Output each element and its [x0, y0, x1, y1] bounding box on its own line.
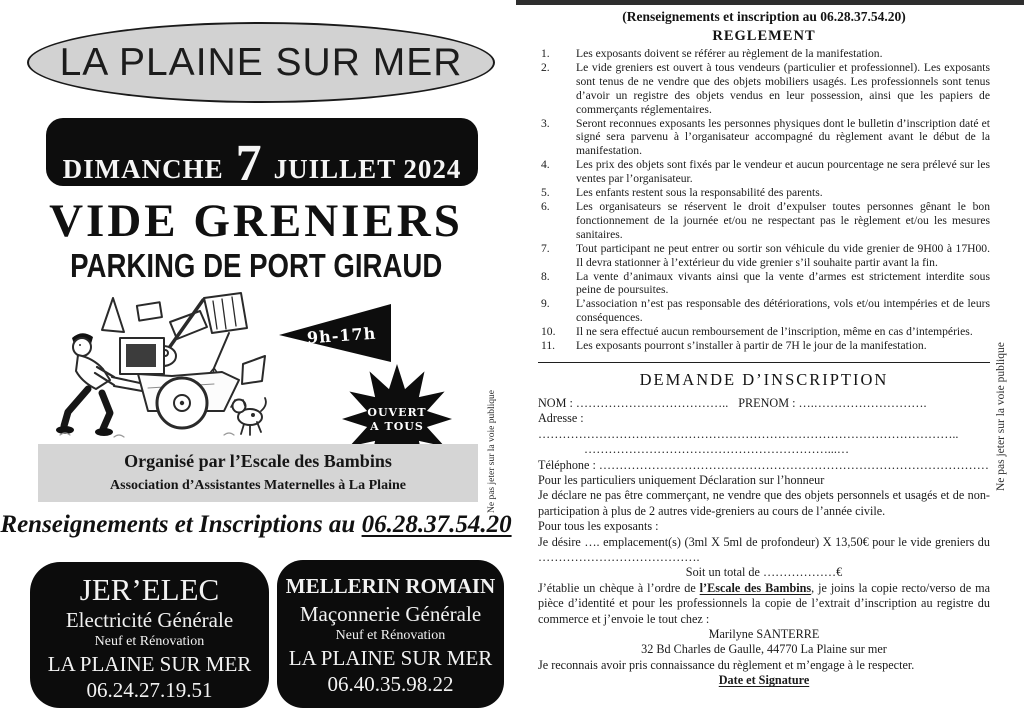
- rules-list: [538, 47, 990, 353]
- rule-item: 5. Les enfants restent sous la responsabilité des parents.: [541, 186, 823, 200]
- date-day: DIMANCHE: [62, 154, 224, 184]
- prenom-field: PRENOM : ….……………………….: [738, 395, 927, 410]
- section-divider: [538, 362, 990, 363]
- town-ellipse: [27, 22, 495, 103]
- sponsor-name: MELLERIN ROMAIN: [285, 574, 496, 598]
- date-month-year: JUILLET 2024: [273, 154, 462, 184]
- rule-item: 9. L’association n’est pas responsable des détériorations, vols et/ou intempéries et de leurs conséquences.: [541, 297, 990, 325]
- rule-item: 2. Le vide greniers est ouvert à tous vendeurs (particulier et professionnel). Les exposants sont tenus de ne vendre que des objets mobiliers usagés. Les professionnels sont tenus d’avoir un registre des objets vendus en leur possession, ainsi que les papiers de commerçants réglementaires.: [541, 60, 990, 116]
- signature-label: Date et Signature: [718, 673, 810, 688]
- form-field-emplacements: Je désire …. emplacement(s) (3ml X 5ml de profondeur) X 13,50€ pour le vide greniers du ………………………………….: [538, 534, 990, 564]
- rule-item: 6. Les organisateurs se réservent le droit d’expulser toutes personnes gênant le bon fonctionnement de la journée et/ou ne respectant pas le règlement et/ou les mesures sanitaires.: [541, 199, 990, 241]
- form-particuliers: Pour les particuliers uniquement Déclaration sur l’honneur: [538, 472, 825, 487]
- form-acknowledgement: Je reconnais avoir pris connaissance du règlement et m’engage à le respecter.: [538, 657, 915, 672]
- payee-name: l’Escale des Bambins: [699, 580, 812, 595]
- sponsor-detail: Neuf et Rénovation: [335, 628, 446, 643]
- form-field-telephone: Téléphone : ……………………………………………………………………………………: [538, 457, 989, 472]
- side-note-right: Ne pas jeter sur la voie publique: [995, 342, 1007, 491]
- sponsor-activity: Maçonnerie Générale: [299, 602, 482, 626]
- rule-item: 4. Les prix des objets sont fixés par le vendeur et aucun pourcentage ne sera prélevé sur les ventes par l’organisateur.: [541, 158, 990, 186]
- form-field-adresse: Adresse : …………………………………………………………………………………………..: [538, 411, 959, 441]
- form-field-nom-prenom: [538, 396, 990, 411]
- contact-address: 32 Bd Charles de Gaulle, 44770 La Plaine sur mer: [641, 642, 887, 657]
- rules-title: REGLEMENT: [712, 28, 816, 44]
- form-field-adresse2: ……………………………………………………...…: [584, 442, 850, 457]
- organizer-band: [38, 444, 478, 502]
- rule-item: 8. La vente d’animaux vivants ainsi que la vente d’armes est strictement interdite sous peine de poursuites.: [541, 269, 990, 297]
- date-number: 7: [235, 135, 262, 192]
- hours-label: 9h-17h: [306, 323, 377, 348]
- event-title: VIDE GRENIERS: [49, 195, 463, 247]
- sponsor-name: JER’ELEC: [79, 572, 220, 607]
- rule-item: 7. Tout participant ne peut entrer ou sortir son véhicule du vide grenier de 9H00 à 17H00. Il devra stationner à l’extérieur du vide grenier s’il souhaite partir avant la fin.: [541, 241, 990, 269]
- info-line: Renseignements et Inscriptions au 06.28.37.54.20: [0, 511, 512, 538]
- sponsor-activity: Electricité Générale: [65, 608, 234, 632]
- form-field-total: Soit un total de ………………€: [685, 565, 843, 580]
- rule-item: 1. Les exposants doivent se référer au règlement de la manifestation.: [541, 47, 883, 60]
- open-star-line1: OUVERT: [367, 406, 427, 419]
- hours-flag: [278, 302, 394, 364]
- form-tous-exposants: Pour tous les exposants :: [538, 519, 659, 534]
- sponsor-phone: 06.24.27.19.51: [86, 678, 213, 702]
- form-title: DEMANDE D’INSCRIPTION: [639, 369, 889, 389]
- sponsor-phone: 06.40.35.98.22: [327, 672, 454, 696]
- cart-illustration: [52, 288, 270, 440]
- nom-field: NOM : ………………………………..: [538, 395, 729, 410]
- sponsor-detail: Neuf et Rénovation: [94, 634, 205, 649]
- rules-page: [512, 0, 1024, 723]
- sponsor-mellerin: [277, 560, 504, 708]
- form-declaration: Je déclare ne pas être commerçant, ne vendre que des objets personnels et usagés et de non-participation à plus de 2 autres vide-greniers au cours de l’année civile.: [538, 488, 990, 518]
- rule-item: 11. Les exposants pourront s’installer à partir de 7H le jour de la manifestation.: [541, 339, 927, 353]
- rule-item: 10. Il ne sera effectué aucun remboursement de l’inscription, même en cas d’intempéries.: [541, 325, 973, 339]
- side-note-left: Ne pas jeter sur la voie publique: [487, 390, 497, 513]
- contact-name: Marilyne SANTERRE: [708, 627, 820, 642]
- town-name: LA PLAINE SUR MER: [59, 40, 463, 84]
- rules-content: [538, 9, 990, 689]
- scan-edge-bar: [516, 0, 1024, 5]
- info-phone: 06.28.37.54.20: [361, 511, 512, 538]
- form-cheque: J’établie un chèque à l’ordre de l’Escale des Bambins, je joins la copie recto/verso de ma pièce d’identité et pour les professionnels la copie de l’extrait d’inscription au registre du commerce et j’envoie le tout chez :: [538, 580, 990, 626]
- sponsor-city: LA PLAINE SUR MER: [288, 646, 493, 670]
- sponsor-jerelec: [30, 562, 269, 708]
- rules-header: (Renseignements et inscription au 06.28.37.54.20): [622, 9, 906, 24]
- sponsor-city: LA PLAINE SUR MER: [47, 652, 252, 676]
- rule-item: 3. Seront reconnues exposants les personnes physiques dont le bulletin d’inscription daté et signé sera parvenu à l’organisateur accompagné du règlement avant le début de la manifestation.: [541, 116, 990, 158]
- organizer-association: Association d’Assistantes Maternelles à La Plaine: [110, 478, 406, 493]
- organizer-name: Organisé par l’Escale des Bambins: [124, 451, 392, 471]
- date-banner: [46, 118, 478, 192]
- open-star-line2: A TOUS: [370, 420, 424, 433]
- event-location: PARKING DE PORT GIRAUD: [69, 247, 443, 285]
